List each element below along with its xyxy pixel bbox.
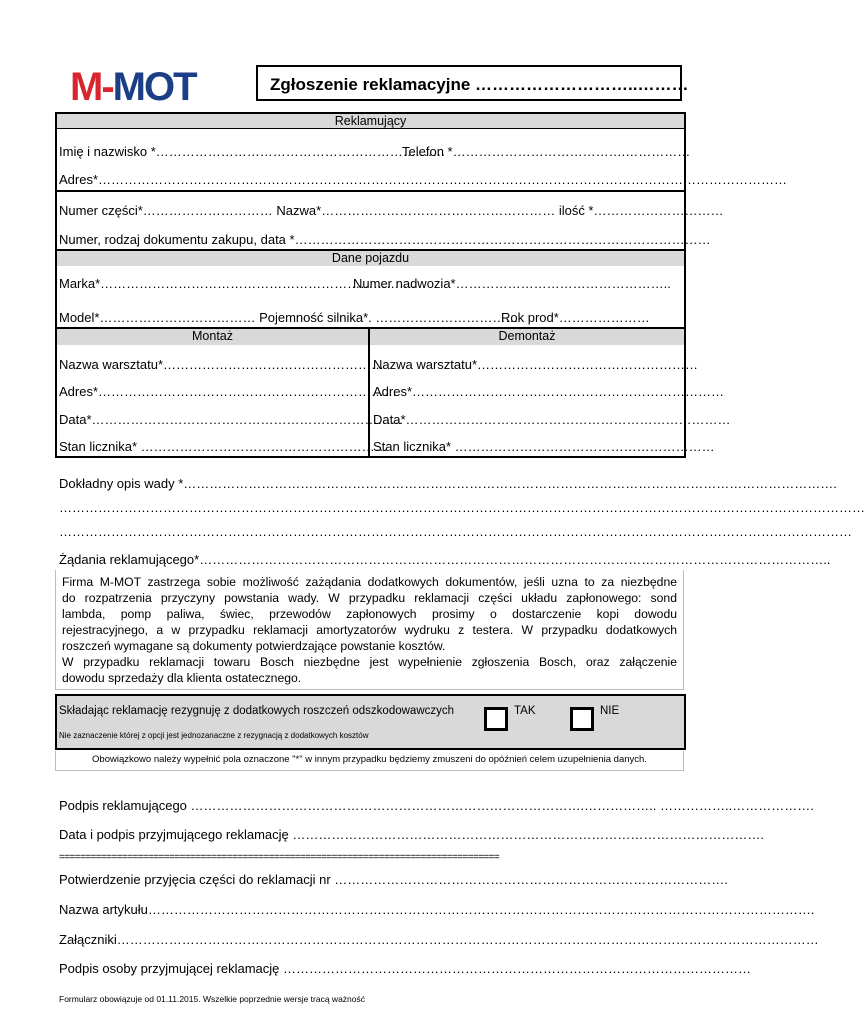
section-header-reklamujacy: Reklamujący bbox=[57, 114, 684, 129]
field-zalaczniki[interactable]: Załączniki……………………………………………………………………………………………………………………………………………… bbox=[59, 932, 819, 947]
rezygnacja-text: Składając reklamację rezygnuję z dodatkowych roszczeń odszkodowawczych bbox=[59, 705, 455, 717]
field-rok-prod[interactable]: Rok prod*………………… bbox=[501, 310, 650, 325]
field-podpis-osoby[interactable]: Podpis osoby przyjmującej reklamację ……………………………………………………………………………………………… bbox=[59, 961, 751, 976]
checkbox-tak[interactable] bbox=[484, 707, 508, 731]
separator-line: ==================================================================================== bbox=[59, 852, 500, 863]
title-box bbox=[256, 65, 689, 101]
section-header-demontaz: Demontaż bbox=[370, 329, 684, 345]
section-header-dane-pojazdu: Dane pojazdu bbox=[57, 251, 684, 266]
field-marka[interactable]: Marka*………………………………………………………………. bbox=[59, 276, 416, 291]
rezygnacja-small-text: Nie zaznaczenie której z opcji jest jednozanaczne z rezygnacją z dodatkowych kosztów bbox=[59, 731, 369, 740]
checkbox-nie[interactable] bbox=[570, 707, 594, 731]
field-montaz-warsztat[interactable]: Nazwa warsztatu*…………………………………………… bbox=[59, 357, 385, 372]
field-potwierdzenie[interactable]: Potwierdzenie przyjęcia części do reklamacji nr ………………………………………………………………………………. bbox=[59, 872, 728, 887]
notice-line: roszczeń wymagane są dokumenty potwierdzające powstanie kosztów. bbox=[62, 639, 446, 653]
field-montaz-data[interactable]: Data*……………………………………………………………… bbox=[59, 412, 404, 427]
notice-line: rejestracyjnego, a w przypadku reklamacji amortyzatorów wydruku z testera. W przypadku dodatkowych bbox=[62, 623, 677, 637]
field-opis-line-2[interactable]: …………………………………………………………………………………………………………………………………………………………………… bbox=[59, 500, 865, 515]
notice-text bbox=[62, 574, 677, 686]
field-demontaz-licznik[interactable]: Stan licznika* …………………………………………………… bbox=[373, 439, 715, 454]
notice-line: lambda, pomp paliwa, świec, przewodów zapłonowych prosimy o dostarczenie kopi dowodu bbox=[62, 607, 677, 621]
notice-line: do rozpatrzenia przyczyny powstania wady. W przypadku reklamacji części układu zapłonowego: sond bbox=[62, 591, 677, 605]
field-numer-nadwozia[interactable]: Numer nadwozia*………………………………………….. bbox=[353, 276, 671, 291]
section-header-montaz: Montaż bbox=[57, 329, 368, 345]
field-nazwa-artykulu[interactable]: Nazwa artykułu………………………………………………………………………………………………………………………………………. bbox=[59, 902, 815, 917]
field-demontaz-warsztat[interactable]: Nazwa warsztatu*…………………………………………… bbox=[373, 357, 699, 372]
field-montaz-licznik[interactable]: Stan licznika* ………………………………………………… bbox=[59, 439, 388, 454]
field-zadania[interactable]: Żądania reklamującego*……………………………………………………………………………………………………………………………….. bbox=[59, 552, 831, 567]
obowiazkowo-text: Obowiązkowo należy wypełnić pola oznaczone "*" w innym przypadku będziemy zmuszeni do opóźnień celem uzupełnienia danych. bbox=[92, 754, 647, 765]
field-dokument[interactable]: Numer, rodzaj dokumentu zakupu, data *…………………………………………………………………………………… bbox=[59, 232, 711, 247]
m-mot-logo: M-MOT bbox=[70, 65, 196, 109]
field-podpis-reklamujacego[interactable]: Podpis reklamującego ……………………………………………………………………………….…………….. ……………..………………. bbox=[59, 798, 814, 813]
field-adres[interactable]: Adres*…………………………………………………………………………………………………………………………………………… bbox=[59, 172, 788, 187]
field-telefon[interactable]: Telefon *………………………………….…………… bbox=[402, 144, 691, 159]
field-demontaz-data[interactable]: Data*………………………………………………………………… bbox=[373, 412, 731, 427]
field-numer-czesci[interactable]: Numer części*………………………… Nazwa*……………………………………………… ilość *………………………… bbox=[59, 203, 724, 218]
field-data-podpis[interactable]: Data i podpis przyjmującego reklamację ………………………………………………………………………………………………. bbox=[59, 827, 764, 842]
field-montaz-adres[interactable]: Adres*…………………………………………………………… bbox=[59, 384, 398, 399]
notice-line: dowodu sprzedaży dla klienta ostatecznego. bbox=[62, 671, 302, 685]
field-opis-line-3[interactable]: ………………………………………………………………………………………………………………………………………………………………… bbox=[59, 524, 852, 539]
field-opis-wady[interactable]: Dokładny opis wady *……………………………………………………………………………………………………………………………………. bbox=[59, 476, 837, 491]
field-imie[interactable]: Imię i nazwisko *…………………………………………………….…… bbox=[59, 144, 446, 159]
notice-line: Firma M-MOT zastrzega sobie możliwość zażądania dodatkowych dokumentów, jeśli uzna to za niezbędne bbox=[62, 575, 677, 589]
label-nie: NIE bbox=[600, 705, 620, 717]
page-title: Zgłoszenie reklamacyjne ………………………..……… bbox=[270, 75, 689, 94]
field-model[interactable]: Model*……………………………… Pojemność silnika*. …………………………… bbox=[59, 310, 519, 325]
label-tak: TAK bbox=[514, 705, 536, 717]
field-demontaz-adres[interactable]: Adres*……………………………………………………………… bbox=[373, 384, 725, 399]
footer-text: Formularz obowiązuje od 01.11.2015. Wszelkie poprzednie wersje tracą ważność bbox=[59, 994, 365, 1004]
notice-line: W przypadku reklamacji towaru Bosch niezbędne jest wypełnienie zgłoszenia Bosch, oraz załączenie bbox=[62, 655, 677, 669]
